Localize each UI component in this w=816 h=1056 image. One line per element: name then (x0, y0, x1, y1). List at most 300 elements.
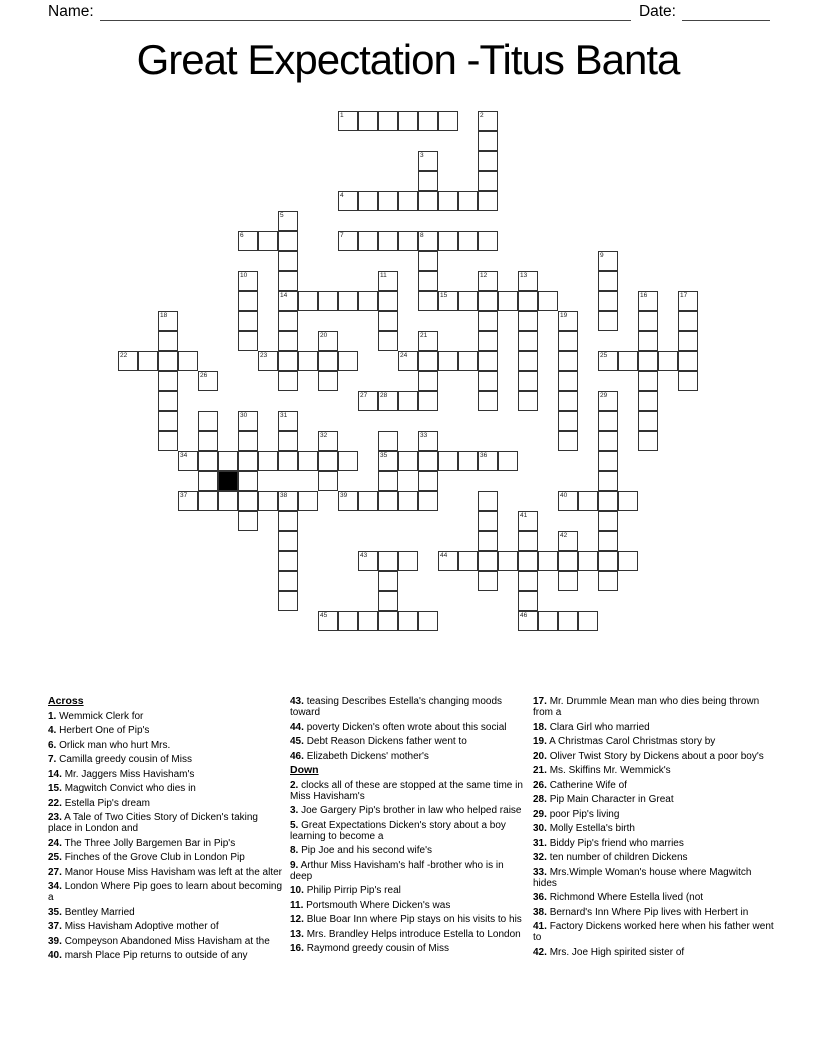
grid-cell[interactable] (478, 491, 498, 511)
grid-cell[interactable] (478, 571, 498, 591)
grid-cell[interactable] (398, 451, 418, 471)
grid-cell[interactable] (358, 391, 378, 411)
clue-number: 1. (48, 710, 57, 722)
grid-cell[interactable] (378, 591, 398, 611)
grid-cell[interactable] (278, 271, 298, 291)
cell-number: 7 (340, 232, 344, 239)
grid-cell[interactable] (558, 531, 578, 551)
grid-cell[interactable] (118, 351, 138, 371)
grid-cell[interactable] (278, 551, 298, 571)
grid-cell[interactable] (318, 371, 338, 391)
grid-cell[interactable] (418, 371, 438, 391)
grid-cell[interactable] (238, 411, 258, 431)
grid-cell[interactable] (418, 291, 438, 311)
grid-cell[interactable] (598, 411, 618, 431)
grid-cell[interactable] (478, 531, 498, 551)
grid-cell[interactable] (478, 311, 498, 331)
grid-cell[interactable] (598, 571, 618, 591)
grid-cell[interactable] (278, 591, 298, 611)
grid-cell[interactable] (478, 391, 498, 411)
grid-cell[interactable] (358, 491, 378, 511)
grid-cell[interactable] (298, 491, 318, 511)
grid-cell[interactable] (678, 371, 698, 391)
grid-cell[interactable] (678, 311, 698, 331)
clue-item (533, 780, 775, 791)
grid-cell[interactable] (378, 451, 398, 471)
grid-cell[interactable] (518, 371, 538, 391)
grid-cell[interactable] (238, 511, 258, 531)
name-label: Name: (48, 3, 94, 20)
clue-text: marsh Place Pip returns to outside of any (64, 950, 248, 961)
grid-cell[interactable] (258, 491, 278, 511)
grid-cell[interactable] (378, 191, 398, 211)
grid-cell[interactable] (218, 491, 238, 511)
grid-cell[interactable] (638, 411, 658, 431)
clue-item (533, 852, 775, 863)
cell-number: 20 (320, 332, 328, 339)
grid-cell[interactable] (478, 171, 498, 191)
clue-text: Bentley Married (64, 906, 135, 918)
grid-cell[interactable] (338, 351, 358, 371)
grid-cell[interactable] (418, 111, 438, 131)
clue-text: Mr. Drummle Mean man who dies being thrown from a (533, 696, 760, 718)
clue-number: 42. (533, 946, 547, 958)
grid-cell[interactable] (198, 371, 218, 391)
cell-number: 35 (380, 452, 388, 459)
clue-text: Factory Dickens worked here when his father went to (533, 921, 774, 943)
grid-cell[interactable] (438, 291, 458, 311)
grid-cell[interactable] (438, 551, 458, 571)
grid-cell[interactable] (478, 371, 498, 391)
grid-cell[interactable] (278, 371, 298, 391)
grid-cell[interactable] (578, 491, 598, 511)
clue-number: 13. (290, 928, 304, 940)
grid-cell[interactable] (138, 351, 158, 371)
grid-cell[interactable] (278, 531, 298, 551)
clue-item (290, 820, 528, 842)
grid-cell[interactable] (278, 511, 298, 531)
grid-cell[interactable] (238, 491, 258, 511)
clue-number: 29. (533, 808, 547, 820)
grid-cell[interactable] (178, 351, 198, 371)
grid-cell[interactable] (178, 451, 198, 471)
clue-item (290, 780, 528, 802)
grid-cell[interactable] (278, 571, 298, 591)
grid-cell[interactable] (278, 491, 298, 511)
clue-text: Oliver Twist Story by Dickens about a poor boy's (549, 750, 764, 762)
clue-item (290, 914, 528, 925)
grid-cell[interactable] (418, 471, 438, 491)
grid-cell[interactable] (198, 451, 218, 471)
clue-text: Miss Havisham Adoptive mother of (64, 921, 219, 932)
grid-cell[interactable] (238, 231, 258, 251)
clue-text: ten number of children Dickens (549, 852, 688, 863)
clue-item (533, 892, 775, 903)
clue-item (290, 860, 528, 882)
grid-cell[interactable] (478, 271, 498, 291)
grid-cell[interactable] (318, 351, 338, 371)
grid-cell[interactable] (418, 491, 438, 511)
grid-cell[interactable] (298, 451, 318, 471)
clue-text: poverty Dicken's often wrote about this social (306, 721, 507, 733)
grid-cell[interactable] (638, 291, 658, 311)
grid-cell[interactable] (418, 251, 438, 271)
grid-cell[interactable] (478, 291, 498, 311)
grid-cell[interactable] (558, 611, 578, 631)
grid-cell[interactable] (678, 331, 698, 351)
grid-cell[interactable] (318, 611, 338, 631)
grid-cell[interactable] (378, 551, 398, 571)
grid-cell[interactable] (518, 271, 538, 291)
grid-cell[interactable] (518, 531, 538, 551)
grid-cell[interactable] (678, 351, 698, 371)
grid-cell[interactable] (478, 111, 498, 131)
grid-cell[interactable] (638, 371, 658, 391)
cell-number: 17 (680, 292, 688, 299)
grid-cell[interactable] (278, 251, 298, 271)
grid-cell[interactable] (338, 111, 358, 131)
grid-cell[interactable] (598, 551, 618, 571)
grid-cell[interactable] (238, 451, 258, 471)
grid-cell[interactable] (318, 451, 338, 471)
clue-item (533, 838, 775, 849)
grid-cell[interactable] (558, 391, 578, 411)
grid-cell[interactable] (518, 591, 538, 611)
grid-cell[interactable] (478, 131, 498, 151)
grid-cell[interactable] (558, 571, 578, 591)
clue-item (533, 907, 775, 918)
grid-cell[interactable] (358, 191, 378, 211)
cell-number: 38 (280, 492, 288, 499)
grid-cell[interactable] (598, 471, 618, 491)
grid-cell[interactable] (518, 611, 538, 631)
grid-cell[interactable] (438, 231, 458, 251)
grid-cell[interactable] (278, 211, 298, 231)
grid-cell[interactable] (318, 291, 338, 311)
grid-cell[interactable] (678, 291, 698, 311)
clue-item (533, 921, 775, 943)
grid-cell[interactable] (618, 351, 638, 371)
grid-cell[interactable] (198, 431, 218, 451)
grid-cell[interactable] (478, 231, 498, 251)
grid-cell[interactable] (258, 231, 278, 251)
grid-cell[interactable] (358, 291, 378, 311)
clue-number: 23. (48, 812, 62, 823)
grid-cell[interactable] (158, 331, 178, 351)
clue-text: London Where Pip goes to learn about becoming a (48, 881, 283, 903)
date-label: Date: (638, 3, 676, 20)
grid-cell[interactable] (478, 351, 498, 371)
grid-cell[interactable] (538, 611, 558, 631)
clue-item (533, 736, 775, 747)
cell-number: 41 (520, 512, 528, 519)
grid-cell[interactable] (278, 331, 298, 351)
grid-cell[interactable] (498, 291, 518, 311)
clue-number: 34. (48, 881, 62, 892)
grid-cell[interactable] (198, 411, 218, 431)
cell-number: 10 (240, 272, 248, 279)
grid-cell[interactable] (378, 311, 398, 331)
cell-number: 2 (480, 112, 484, 119)
grid-cell[interactable] (598, 291, 618, 311)
grid-cell[interactable] (338, 491, 358, 511)
clue-number: 46. (290, 750, 304, 762)
cell-number: 29 (600, 392, 608, 399)
grid-cell[interactable] (378, 111, 398, 131)
clue-text: Bernard's Inn Where Pip lives with Herbert in (549, 906, 749, 918)
grid-cell[interactable] (598, 511, 618, 531)
grid-cell[interactable] (398, 191, 418, 211)
clue-item (290, 900, 528, 911)
grid-cell[interactable] (418, 611, 438, 631)
clue-text: Richmond Where Estella lived (not (549, 892, 704, 903)
grid-cell[interactable] (578, 551, 598, 571)
cell-number: 15 (440, 292, 448, 299)
grid-cell[interactable] (358, 231, 378, 251)
grid-cell[interactable] (418, 191, 438, 211)
grid-cell[interactable] (278, 351, 298, 371)
blocked-cell (218, 471, 238, 491)
grid-cell[interactable] (238, 431, 258, 451)
grid-cell[interactable] (638, 311, 658, 331)
cell-number: 16 (640, 292, 648, 299)
grid-cell[interactable] (378, 391, 398, 411)
clue-text: Camilla greedy cousin of Miss (59, 754, 192, 765)
grid-cell[interactable] (518, 291, 538, 311)
grid-cell[interactable] (438, 191, 458, 211)
grid-cell[interactable] (638, 391, 658, 411)
cell-number: 44 (440, 552, 448, 559)
grid-cell[interactable] (538, 291, 558, 311)
clue-number: 25. (48, 852, 62, 863)
grid-cell[interactable] (418, 231, 438, 251)
grid-cell[interactable] (158, 311, 178, 331)
grid-cell[interactable] (338, 291, 358, 311)
grid-cell[interactable] (458, 351, 478, 371)
clue-text: Raymond greedy cousin of Miss (306, 943, 449, 954)
grid-cell[interactable] (178, 491, 198, 511)
grid-cell[interactable] (518, 391, 538, 411)
grid-cell[interactable] (438, 111, 458, 131)
clue-item (48, 921, 284, 932)
grid-cell[interactable] (418, 391, 438, 411)
cell-number: 25 (600, 352, 608, 359)
grid-cell[interactable] (278, 311, 298, 331)
grid-cell[interactable] (598, 491, 618, 511)
cell-number: 40 (560, 492, 568, 499)
grid-cell[interactable] (598, 531, 618, 551)
clue-number: 9. (290, 859, 299, 871)
clue-text: The Three Jolly Bargemen Bar in Pip's (64, 837, 236, 849)
clue-number: 19. (533, 736, 547, 747)
clue-item (533, 696, 775, 718)
grid-cell[interactable] (158, 391, 178, 411)
clue-text: Orlick man who hurt Mrs. (59, 739, 171, 751)
grid-cell[interactable] (618, 551, 638, 571)
grid-cell[interactable] (418, 151, 438, 171)
grid-cell[interactable] (478, 331, 498, 351)
grid-cell[interactable] (498, 451, 518, 471)
grid-cell[interactable] (638, 351, 658, 371)
grid-cell[interactable] (558, 491, 578, 511)
grid-cell[interactable] (558, 431, 578, 451)
grid-cell[interactable] (498, 551, 518, 571)
grid-cell[interactable] (598, 391, 618, 411)
grid-cell[interactable] (518, 331, 538, 351)
grid-cell[interactable] (578, 611, 598, 631)
grid-cell[interactable] (418, 451, 438, 471)
grid-cell[interactable] (158, 351, 178, 371)
grid-cell[interactable] (298, 291, 318, 311)
grid-cell[interactable] (418, 331, 438, 351)
clue-text: Portsmouth Where Dicken's was (306, 899, 451, 911)
grid-cell[interactable] (638, 331, 658, 351)
clue-number: 40. (48, 950, 62, 961)
grid-cell[interactable] (258, 351, 278, 371)
grid-cell[interactable] (438, 351, 458, 371)
grid-cell[interactable] (518, 311, 538, 331)
grid-cell[interactable] (558, 411, 578, 431)
clue-column (533, 696, 775, 961)
grid-cell[interactable] (598, 251, 618, 271)
clue-item (48, 798, 284, 809)
grid-cell[interactable] (478, 511, 498, 531)
grid-cell[interactable] (378, 291, 398, 311)
grid-cell[interactable] (398, 111, 418, 131)
grid-cell[interactable] (398, 611, 418, 631)
grid-cell[interactable] (238, 291, 258, 311)
cell-number: 37 (180, 492, 188, 499)
grid-cell[interactable] (558, 331, 578, 351)
clue-text: Mrs. Joe High spirited sister of (549, 946, 685, 958)
grid-cell[interactable] (398, 351, 418, 371)
clue-item (533, 751, 775, 762)
grid-cell[interactable] (398, 391, 418, 411)
grid-cell[interactable] (398, 491, 418, 511)
clue-item (48, 740, 284, 751)
clue-text: clocks all of these are stopped at the same time in Miss Havisham's (290, 779, 523, 802)
grid-cell[interactable] (238, 311, 258, 331)
grid-cell[interactable] (338, 451, 358, 471)
grid-cell[interactable] (278, 291, 298, 311)
grid-cell[interactable] (658, 351, 678, 371)
grid-cell[interactable] (538, 551, 558, 571)
grid-cell[interactable] (338, 191, 358, 211)
grid-cell[interactable] (598, 351, 618, 371)
grid-cell[interactable] (378, 331, 398, 351)
grid-cell[interactable] (518, 571, 538, 591)
grid-cell[interactable] (598, 311, 618, 331)
grid-cell[interactable] (158, 411, 178, 431)
grid-cell[interactable] (598, 451, 618, 471)
grid-cell[interactable] (458, 191, 478, 211)
clue-number: 16. (290, 943, 304, 954)
grid-cell[interactable] (458, 231, 478, 251)
grid-cell[interactable] (238, 271, 258, 291)
grid-cell[interactable] (318, 431, 338, 451)
grid-cell[interactable] (338, 611, 358, 631)
grid-cell[interactable] (558, 371, 578, 391)
grid-cell[interactable] (418, 431, 438, 451)
grid-cell[interactable] (378, 231, 398, 251)
grid-cell[interactable] (478, 451, 498, 471)
clue-number: 24. (48, 837, 62, 849)
grid-cell[interactable] (318, 471, 338, 491)
grid-cell[interactable] (318, 331, 338, 351)
grid-cell[interactable] (378, 431, 398, 451)
grid-cell[interactable] (158, 431, 178, 451)
grid-cell[interactable] (418, 271, 438, 291)
grid-cell[interactable] (358, 611, 378, 631)
grid-cell[interactable] (198, 471, 218, 491)
grid-cell[interactable] (458, 551, 478, 571)
clue-number: 3. (290, 805, 299, 816)
grid-cell[interactable] (558, 351, 578, 371)
grid-cell[interactable] (238, 471, 258, 491)
grid-cell[interactable] (278, 431, 298, 451)
grid-cell[interactable] (458, 291, 478, 311)
clue-item (290, 929, 528, 940)
clue-text: Magwitch Convict who dies in (64, 783, 196, 794)
grid-cell[interactable] (278, 411, 298, 431)
grid-cell[interactable] (418, 171, 438, 191)
grid-cell[interactable] (398, 231, 418, 251)
grid-cell[interactable] (418, 351, 438, 371)
grid-cell[interactable] (458, 451, 478, 471)
grid-cell[interactable] (298, 351, 318, 371)
grid-cell[interactable] (558, 311, 578, 331)
grid-cell[interactable] (218, 451, 238, 471)
grid-cell[interactable] (378, 571, 398, 591)
clue-item (290, 751, 528, 762)
clue-item (533, 947, 775, 958)
grid-cell[interactable] (378, 271, 398, 291)
grid-cell[interactable] (378, 491, 398, 511)
grid-cell[interactable] (358, 111, 378, 131)
grid-cell[interactable] (618, 491, 638, 511)
grid-cell[interactable] (338, 231, 358, 251)
grid-cell[interactable] (378, 471, 398, 491)
grid-cell[interactable] (598, 271, 618, 291)
grid-cell[interactable] (518, 511, 538, 531)
grid-cell[interactable] (358, 551, 378, 571)
grid-cell[interactable] (258, 451, 278, 471)
grid-cell[interactable] (478, 151, 498, 171)
cell-number: 9 (600, 252, 604, 259)
clue-number: 27. (48, 866, 62, 878)
grid-cell[interactable] (278, 451, 298, 471)
grid-cell[interactable] (478, 191, 498, 211)
clue-text: Molly Estella's birth (549, 823, 635, 834)
cell-number: 46 (520, 612, 528, 619)
grid-cell[interactable] (518, 351, 538, 371)
grid-cell[interactable] (638, 431, 658, 451)
clue-number: 37. (48, 921, 62, 932)
clue-number: 36. (533, 892, 547, 903)
grid-cell[interactable] (598, 431, 618, 451)
grid-cell[interactable] (378, 611, 398, 631)
grid-cell[interactable] (198, 491, 218, 511)
clue-number: 45. (290, 736, 304, 747)
grid-cell[interactable] (558, 551, 578, 571)
grid-cell[interactable] (238, 331, 258, 351)
grid-cell[interactable] (518, 551, 538, 571)
grid-cell[interactable] (438, 451, 458, 471)
grid-cell[interactable] (398, 551, 418, 571)
grid-cell[interactable] (278, 231, 298, 251)
grid-cell[interactable] (158, 371, 178, 391)
grid-cell[interactable] (478, 551, 498, 571)
